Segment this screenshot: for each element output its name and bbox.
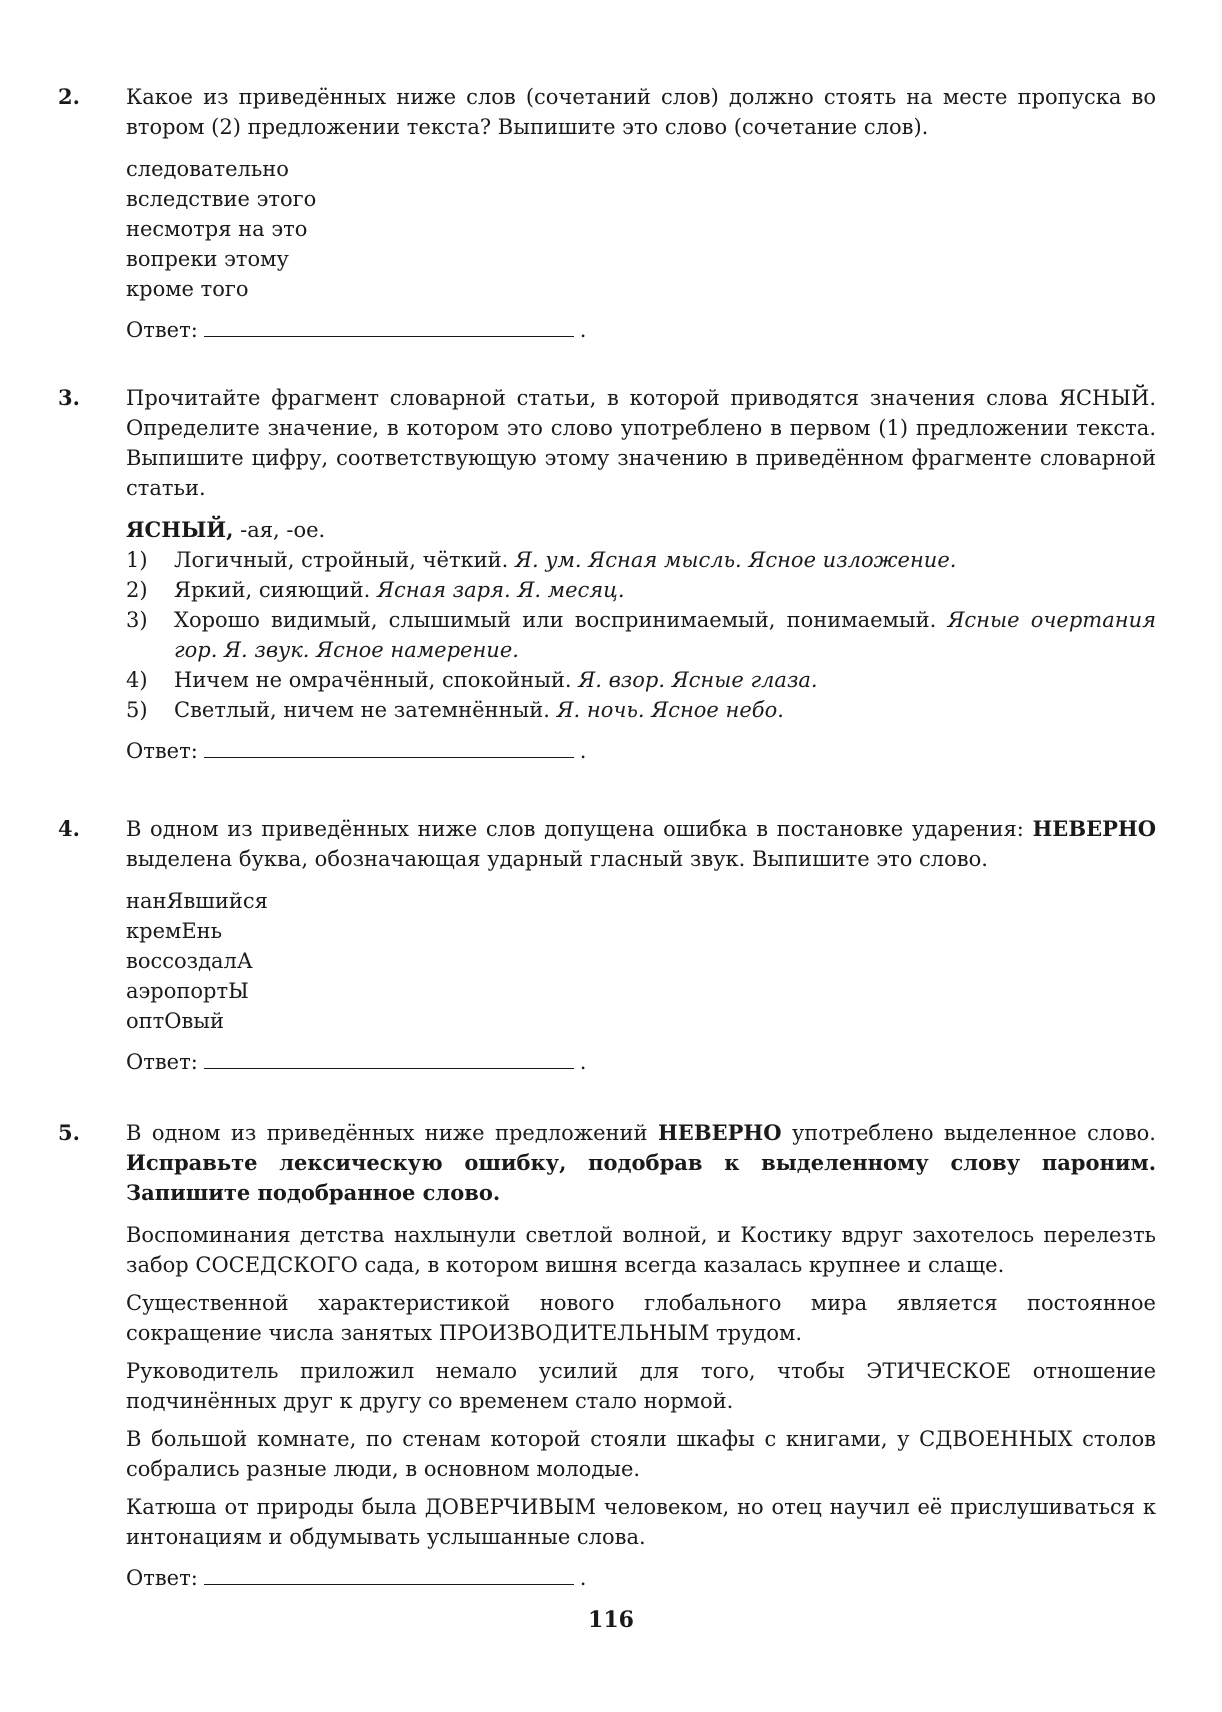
question-text-part: употреблено выделенное слово.: [781, 1121, 1156, 1145]
dictionary-entry: [126, 545, 1156, 575]
dictionary-headword: [126, 515, 1156, 545]
page-number: 116: [588, 1607, 634, 1633]
entry-example: Я. ум. Ясная мысль. Ясное изложение.: [515, 548, 957, 572]
answer-field[interactable]: [204, 1046, 574, 1069]
question-emphasis: НЕВЕРНО: [657, 1120, 782, 1145]
answer-row: [126, 735, 1156, 766]
option: оптОвый: [126, 1009, 225, 1033]
sentence: Катюша от природы была ДОВЕРЧИВЫМ человеком, но отец научил её прислушиваться к интонациям и обдумывать услышанные слова.: [126, 1495, 1156, 1549]
option: кроме того: [126, 277, 249, 301]
question-number: 5.: [58, 1120, 80, 1145]
option: следовательно: [126, 157, 289, 181]
question-text-part: В одном из приведённых ниже слов допущена ошибка в постановке ударения:: [126, 817, 1033, 841]
question-number: 3.: [58, 385, 80, 410]
entry-number: 4): [126, 668, 148, 692]
question-text-part: выделена буква, обозначающая ударный гласный звук. Выпишите это слово.: [126, 847, 988, 871]
option: кремЕнь: [126, 919, 223, 943]
answer-label: Ответ:: [126, 318, 198, 342]
answer-field[interactable]: [204, 735, 574, 758]
entry-definition: Светлый, ничем не затемнённый.: [174, 698, 557, 722]
option: воссоздалА: [126, 949, 253, 973]
entry-example: Ясная заря. Я. месяц.: [377, 578, 625, 602]
question-2: [58, 82, 1168, 345]
dictionary-entry: [126, 605, 1156, 665]
entry-number: 5): [126, 698, 148, 722]
question-number: 2.: [58, 84, 80, 109]
answer-row: [126, 314, 1156, 345]
entry-definition: Ничем не омрачённый, спокойный.: [174, 668, 579, 692]
answer-field[interactable]: [204, 314, 574, 337]
entry-example: Я. ночь. Ясное небо.: [556, 698, 784, 722]
options-list: [126, 886, 1156, 1036]
entry-number: 1): [126, 548, 148, 572]
question-text: Прочитайте фрагмент словарной статьи, в которой приводятся значения слова ЯСНЫЙ. Определите значение, в котором это слово употреблено в первом (1) предложении текста. Выпишите цифру, соответствующую этому значению в приведённом фрагменте словарной статьи.: [126, 386, 1156, 500]
option: аэропортЫ: [126, 979, 249, 1003]
dictionary-entry: [126, 695, 1156, 725]
entry-definition: Логичный, стройный, чёткий.: [174, 548, 516, 572]
headword: ЯСНЫЙ,: [126, 517, 234, 542]
entry-number: 3): [126, 608, 148, 632]
question-text: [126, 1118, 1156, 1208]
sentence: Воспоминания детства нахлынули светлой волной, и Костику вдруг захотелось перелезть забор СОСЕДСКОГО сада, в котором вишня всегда казалась крупнее и слаще.: [126, 1223, 1156, 1277]
question-instruction: Исправьте лексическую ошибку, подобрав к выделенному слову пароним. Запишите подобранное слово.: [126, 1150, 1156, 1205]
entry-example: Ясные очертания гор. Я. звук. Ясное намерение.: [174, 608, 1156, 662]
question-number: 4.: [58, 816, 80, 841]
question-text: Какое из приведённых ниже слов (сочетаний слов) должно стоять на месте пропуска во втором (2) предложении текста? Выпишите это слово (сочетание слов).: [126, 85, 1156, 139]
answer-label: Ответ:: [126, 1566, 198, 1590]
question-5: [58, 1118, 1168, 1593]
headword-forms: -ая, -ое.: [233, 518, 326, 542]
question-3: [58, 383, 1168, 766]
dictionary-entry: [126, 575, 1156, 605]
entry-definition: Хорошо видимый, слышимый или воспринимаемый, понимаемый.: [174, 608, 948, 632]
options-list: [126, 154, 1156, 304]
answer-field[interactable]: [204, 1562, 574, 1585]
question-emphasis: НЕВЕРНО: [1032, 816, 1156, 841]
answer-row: [126, 1046, 1156, 1077]
entry-definition: Яркий, сияющий.: [174, 578, 378, 602]
sentence: Руководитель приложил немало усилий для того, чтобы ЭТИЧЕСКОЕ отношение подчинённых друг к другу со временем стало нормой.: [126, 1359, 1156, 1413]
sentence: Существенной характеристикой нового глобального мира является постоянное сокращение числа занятых ПРОИЗВОДИТЕЛЬНЫМ трудом.: [126, 1291, 1156, 1345]
option: несмотря на это: [126, 217, 308, 241]
answer-period: .: [579, 1050, 587, 1074]
question-text-part: В одном из приведённых ниже предложений: [126, 1121, 658, 1145]
option: вследствие этого: [126, 187, 317, 211]
option: нанЯвшийся: [126, 889, 268, 913]
question-4: [58, 814, 1168, 1077]
answer-label: Ответ:: [126, 739, 198, 763]
sentence: В большой комнате, по стенам которой стояли шкафы с книгами, у СДВОЕННЫХ столов собрались разные люди, в основном молодые.: [126, 1427, 1156, 1481]
answer-period: .: [579, 318, 587, 342]
answer-label: Ответ:: [126, 1050, 198, 1074]
question-text: [126, 814, 1156, 874]
entry-example: Я. взор. Ясные глаза.: [578, 668, 818, 692]
answer-period: .: [579, 1566, 587, 1590]
dictionary-entry: [126, 665, 1156, 695]
option: вопреки этому: [126, 247, 289, 271]
answer-row: [126, 1562, 1156, 1593]
answer-period: .: [579, 739, 587, 763]
sentences-list: [126, 1220, 1156, 1552]
entry-number: 2): [126, 578, 148, 602]
